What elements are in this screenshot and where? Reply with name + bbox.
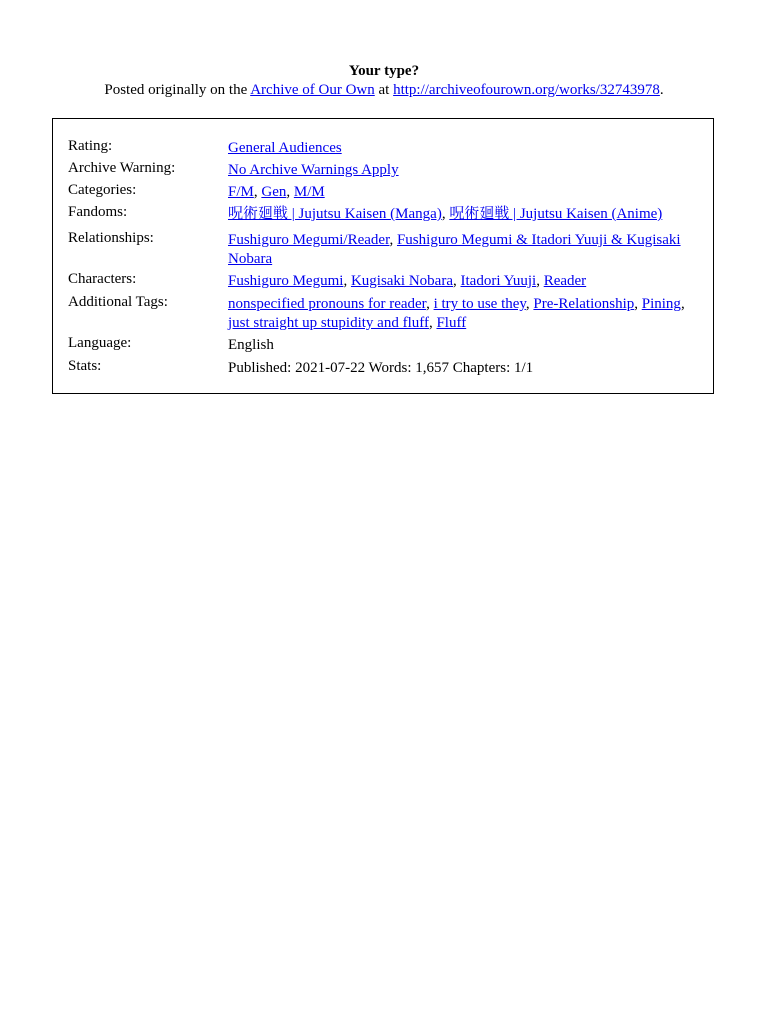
characters-value: Fushiguro Megumi, Kugisaki Nobara, Itadori Yuuji, Reader — [228, 273, 587, 289]
relationships-label: Relationships: — [68, 230, 154, 246]
category-tag-link[interactable]: Gen — [261, 184, 287, 200]
freeform-tag-link[interactable]: just straight up stupidity and fluff — [228, 315, 429, 331]
work-header — [0, 62, 768, 100]
meta-row-characters — [68, 270, 698, 293]
meta-row-stats — [68, 357, 698, 379]
meta-row-additional-tags — [68, 293, 698, 334]
meta-row-categories — [68, 181, 698, 203]
character-tag-link[interactable]: Fushiguro Megumi — [228, 273, 344, 289]
relationship-tag-link[interactable]: Fushiguro Megumi & Itadori Yuuji & Kugisaki Nobara — [228, 232, 681, 267]
character-tag-link[interactable]: Kugisaki Nobara — [350, 273, 453, 289]
stats-label: Stats: — [68, 358, 102, 374]
stats-value: Published: 2021-07-22 Words: 1,657 Chapters: 1/1 — [228, 360, 534, 376]
rating-tag-link[interactable]: General Audiences — [228, 140, 342, 156]
additional-tags-label: Additional Tags: — [68, 294, 168, 310]
posted-middle: at — [378, 82, 390, 98]
character-tag-link[interactable]: Itadori Yuuji — [460, 273, 537, 289]
posted-prefix: Posted originally on the — [104, 82, 248, 98]
work-url-link[interactable]: http://archiveofourown.org/works/32743978 — [393, 82, 660, 98]
language-value: English — [228, 337, 274, 353]
fandom-tag-link[interactable]: 呪術廻戦 | Jujutsu Kaisen (Manga) — [228, 206, 442, 222]
meta-row-fandoms — [68, 203, 698, 229]
category-tag-link[interactable]: M/M — [293, 184, 325, 200]
freeform-tag-link[interactable]: Pining — [641, 296, 681, 312]
warning-value — [228, 159, 698, 180]
freeform-tag-link[interactable]: nonspecified pronouns for reader — [228, 296, 427, 312]
fandoms-value: 呪術廻戦 | Jujutsu Kaisen (Manga), 呪術廻戦 | Jujutsu Kaisen (Anime) — [228, 206, 663, 222]
freeform-tag-link[interactable]: Fluff — [436, 315, 467, 331]
language-label: Language: — [68, 335, 132, 351]
freeform-tag-link[interactable]: i try to use they — [433, 296, 526, 312]
additional-tags-value: nonspecified pronouns for reader, i try to use they, Pre-Relationship, Pining, just straight up stupidity and fluff, Fluff — [228, 296, 685, 331]
meta-row-relationships — [68, 229, 698, 270]
relationship-tag-link[interactable]: Fushiguro Megumi/Reader — [228, 232, 390, 248]
fandom-tag-link[interactable]: 呪術廻戦 | Jujutsu Kaisen (Anime) — [449, 206, 663, 222]
warning-label: Archive Warning: — [68, 160, 176, 176]
archive-site-link[interactable]: Archive of Our Own — [250, 82, 375, 98]
relationships-value: Fushiguro Megumi/Reader, Fushiguro Megumi & Itadori Yuuji & Kugisaki Nobara — [228, 232, 681, 267]
freeform-tag-link[interactable]: Pre-Relationship — [533, 296, 635, 312]
rating-label: Rating: — [68, 138, 113, 154]
warning-tag-link[interactable]: No Archive Warnings Apply — [228, 162, 399, 178]
work-title: Your type? — [348, 63, 420, 79]
meta-row-rating — [68, 137, 698, 159]
work-meta-table — [68, 137, 698, 379]
rating-value — [228, 137, 698, 158]
fandoms-label: Fandoms: — [68, 204, 128, 220]
category-tag-link[interactable]: F/M — [228, 184, 254, 200]
categories-value: F/M, Gen, M/M — [228, 184, 325, 200]
meta-row-language — [68, 334, 698, 357]
meta-row-warning — [68, 159, 698, 181]
posted-suffix: . — [659, 82, 664, 98]
posted-line — [0, 81, 768, 100]
character-tag-link[interactable]: Reader — [543, 273, 587, 289]
characters-label: Characters: — [68, 271, 137, 287]
categories-label: Categories: — [68, 182, 137, 198]
